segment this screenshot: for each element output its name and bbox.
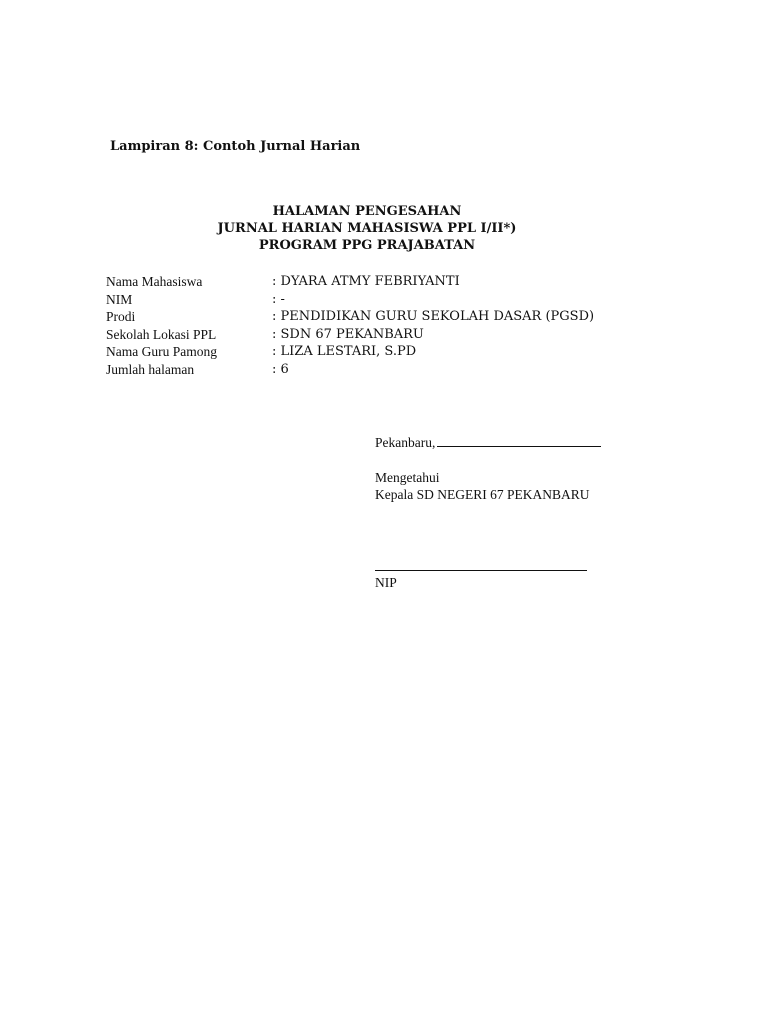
signature-place-date bbox=[375, 434, 601, 452]
info-row-prodi bbox=[106, 308, 594, 326]
info-row-jumlah-halaman bbox=[106, 361, 594, 379]
signature-nip: NIP bbox=[375, 575, 397, 590]
title-line-2: JURNAL HARIAN MAHASISWA PPL I/II*) bbox=[217, 221, 517, 236]
signature-block bbox=[375, 434, 601, 590]
title-line-1: HALAMAN PENGESAHAN bbox=[272, 204, 462, 219]
signature-line bbox=[375, 570, 587, 571]
info-value: : - bbox=[272, 291, 285, 307]
info-row-guru-pamong bbox=[106, 343, 594, 361]
info-label: Jumlah halaman bbox=[106, 361, 195, 377]
info-row-sekolah-lokasi bbox=[106, 326, 594, 344]
info-label: Nama Mahasiswa bbox=[106, 274, 203, 289]
info-value: : LIZA LESTARI, S.PD bbox=[272, 344, 417, 359]
attachment-label: Lampiran 8: Contoh Jurnal Harian bbox=[110, 139, 361, 154]
signature-position: Kepala SD NEGERI 67 PEKANBARU bbox=[375, 487, 590, 502]
document-title bbox=[0, 203, 734, 254]
title-line-3: PROGRAM PPG PRAJABATAN bbox=[258, 238, 476, 253]
info-value: : 6 bbox=[272, 361, 289, 377]
signature-place: Pekanbaru, bbox=[375, 435, 436, 450]
info-value: : PENDIDIKAN GURU SEKOLAH DASAR (PGSD) bbox=[272, 309, 595, 324]
date-blank-line bbox=[437, 435, 601, 447]
info-row-nim bbox=[106, 291, 594, 309]
info-value: : SDN 67 PEKANBARU bbox=[272, 326, 424, 342]
info-label: NIM bbox=[106, 291, 133, 307]
info-row-nama-mahasiswa bbox=[106, 273, 594, 291]
signature-acknowledge: Mengetahui bbox=[375, 469, 440, 485]
info-label: Nama Guru Pamong bbox=[106, 344, 217, 359]
info-label: Sekolah Lokasi PPL bbox=[106, 326, 217, 342]
info-label: Prodi bbox=[106, 309, 136, 324]
info-value: : DYARA ATMY FEBRIYANTI bbox=[272, 274, 460, 289]
student-info-table bbox=[106, 273, 594, 378]
